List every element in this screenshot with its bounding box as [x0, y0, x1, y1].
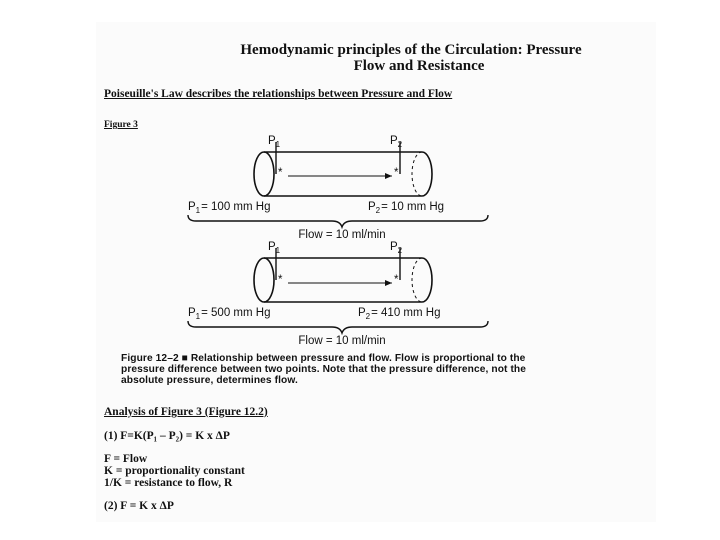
flow-value-bottom: Flow = 10 ml/min — [298, 335, 386, 347]
document-page — [96, 22, 656, 522]
definition-k: K = proportionality constant — [104, 465, 245, 477]
title-line-2: Flow and Resistance — [353, 58, 485, 74]
section-heading-poiseuille: Poiseuille's Law describes the relationships between Pressure and Flow — [104, 88, 453, 100]
p2-value-top: $P_2= 10$ mm Hg — [368, 201, 445, 215]
p1-value-bottom: $P_1= 500$ mm Hg — [188, 307, 271, 321]
definition-flow: F = Flow — [104, 453, 148, 465]
p2-value-bottom: $P_2= 410$ mm Hg — [358, 307, 441, 321]
analysis-heading: Analysis of Figure 3 (Figure 12.2) — [104, 406, 268, 418]
equation-1: (1) F=K(P₁ – P₂) = K x ΔP — [104, 430, 230, 442]
brace-top — [188, 215, 488, 227]
point-marker: * — [278, 167, 283, 179]
point-marker: * — [394, 167, 399, 179]
p1-value-top: $P_1= 100$ mm Hg — [188, 201, 271, 215]
p2-label-top: $P_2$ — [390, 135, 403, 149]
p1-label-bottom: $P_1$ — [268, 241, 281, 255]
figure-label: Figure 3 — [104, 120, 138, 130]
figure-caption: Figure 12–2 ■ Relationship between pressure and flow. Flow is proportional to the pressure difference between two points. Note that the pressure difference, not the absolute pressure, determines flow. — [121, 353, 527, 386]
pressure-flow-diagram — [96, 22, 656, 352]
point-marker: * — [278, 274, 283, 286]
point-marker: * — [394, 274, 399, 286]
p2-label-bottom: $P_2$ — [390, 241, 403, 255]
brace-bottom — [188, 321, 488, 333]
p1-label-top: $P_1$ — [268, 135, 281, 149]
definition-resistance: 1/K = resistance to flow, R — [104, 477, 233, 489]
flow-value-top: Flow = 10 ml/min — [298, 229, 386, 241]
equation-2: (2) F = K x ΔP — [104, 500, 174, 512]
title-line-1: Hemodynamic principles of the Circulation: Pressure — [240, 42, 582, 58]
